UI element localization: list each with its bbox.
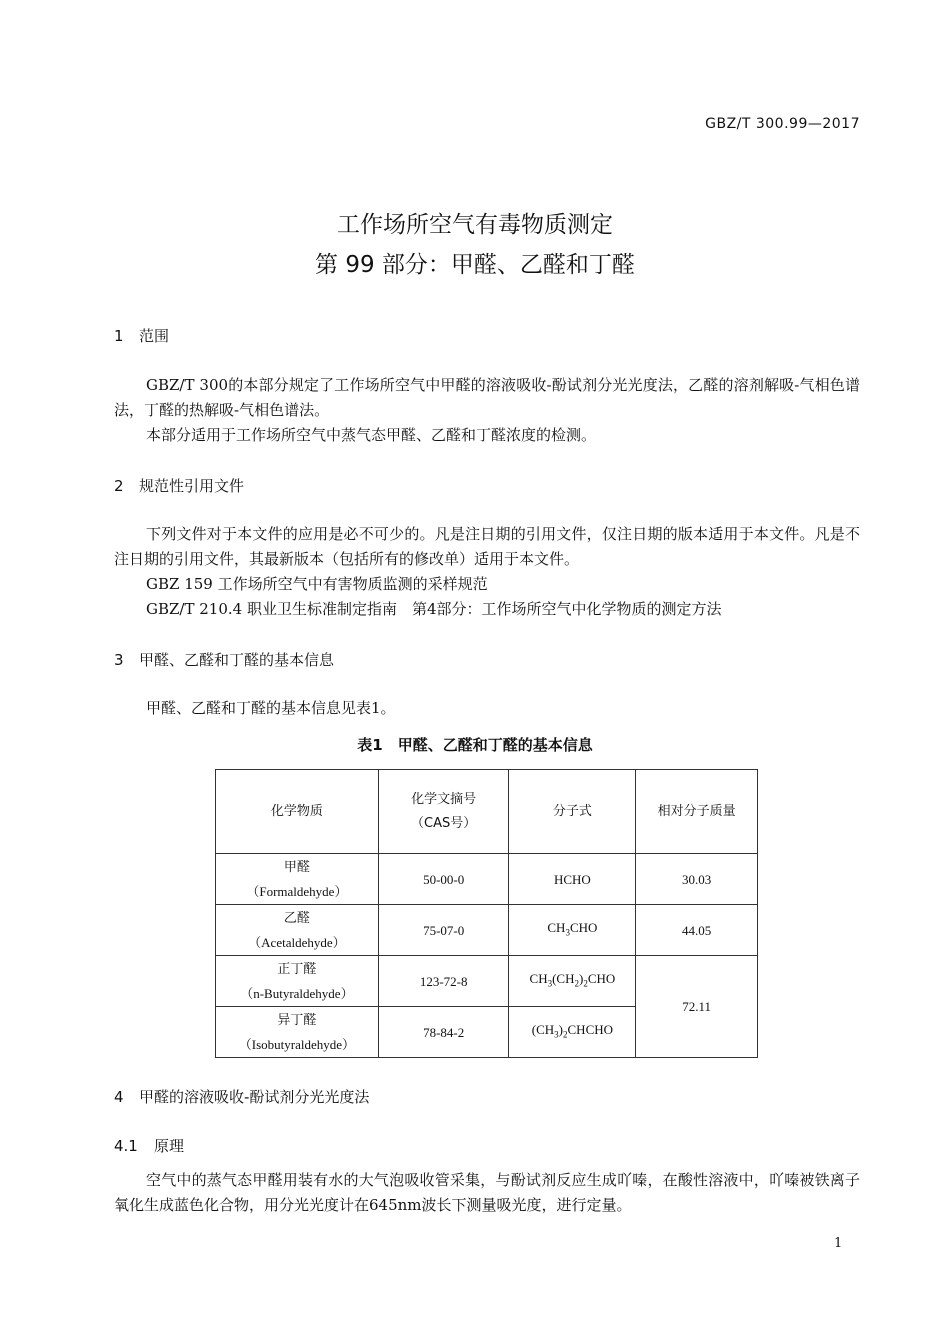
section-4-heading — [114, 1086, 369, 1107]
mass-cell: 72.11 — [636, 956, 758, 1058]
table-caption: 表1 甲醛、乙醛和丁醛的基本信息 — [357, 736, 593, 754]
section-title: 甲醛、乙醛和丁醛的基本信息 — [139, 651, 335, 669]
substance-cell — [216, 905, 379, 956]
section-number: 2 — [114, 477, 124, 495]
standard-code: GBZ/T 300.99—2017 — [705, 116, 860, 132]
cas-cell: 75-07-0 — [378, 905, 509, 956]
table-row — [216, 956, 758, 1007]
section-2-body — [114, 522, 860, 572]
substance-cn: 乙醛 — [283, 910, 310, 925]
header-substance: 化学物质 — [216, 770, 379, 854]
table-row — [216, 854, 758, 905]
section-title: 原理 — [154, 1137, 185, 1155]
substance-cn: 异丁醛 — [277, 1012, 317, 1027]
paragraph: GBZ/T 300的本部分规定了工作场所空气中甲醛的溶液吸收-酚试剂分光光度法，乙醛的溶剂解吸-气相色谱法，丁醛的热解吸-气相色谱法。 — [114, 376, 860, 419]
substance-cn: 正丁醛 — [277, 961, 317, 976]
substance-cell — [216, 1007, 379, 1058]
substance-cn: 甲醛 — [283, 859, 310, 874]
normative-reference-2: GBZ/T 210.4 职业卫生标准制定指南 第4部分：工作场所空气中化学物质的测定方法 — [146, 600, 722, 618]
section-2-heading — [114, 475, 244, 496]
section-number: 4 — [114, 1088, 124, 1106]
header-mass: 相对分子质量 — [636, 770, 758, 854]
mass-cell: 44.05 — [636, 905, 758, 956]
paragraph: 下列文件对于本文件的应用是必不可少的。凡是注日期的引用文件，仅注日期的版本适用于本文件。凡是不注日期的引用文件，其最新版本（包括所有的修改单）适用于本文件。 — [114, 525, 860, 568]
mass-cell: 30.03 — [636, 854, 758, 905]
section-number: 4.1 — [114, 1137, 138, 1155]
section-4-1-body — [114, 1168, 860, 1218]
page-title-line2: 第 99 部分：甲醛、乙醛和丁醛 — [315, 252, 635, 278]
section-number: 1 — [114, 327, 124, 345]
cas-cell: 78-84-2 — [378, 1007, 509, 1058]
substance-cell — [216, 854, 379, 905]
section-3-heading — [114, 649, 334, 670]
substance-en: （Isobutyraldehyde） — [238, 1037, 356, 1052]
section-1-body — [114, 373, 860, 448]
formula-cell: HCHO — [509, 854, 636, 905]
page-number: 1 — [834, 1236, 843, 1251]
section-title: 甲醛的溶液吸收-酚试剂分光光度法 — [139, 1088, 370, 1106]
substance-en: （Formaldehyde） — [246, 884, 348, 899]
substance-en: （Acetaldehyde） — [248, 935, 346, 950]
section-title: 范围 — [139, 327, 170, 345]
normative-reference-1: GBZ 159 工作场所空气中有害物质监测的采样规范 — [146, 575, 488, 593]
section-title: 规范性引用文件 — [139, 477, 245, 495]
section-3-body — [114, 696, 860, 721]
paragraph: 本部分适用于工作场所空气中蒸气态甲醛、乙醛和丁醛浓度的检测。 — [146, 426, 597, 444]
table-header-row — [216, 770, 758, 854]
header-cas-line1: 化学文摘号 — [411, 791, 477, 807]
basic-info-table — [215, 769, 758, 1058]
header-formula: 分子式 — [509, 770, 636, 854]
cas-cell: 123-72-8 — [378, 956, 509, 1007]
page-title-line1: 工作场所空气有毒物质测定 — [337, 212, 613, 238]
header-cas-line2: （CAS号） — [411, 815, 477, 831]
substance-en: （n-Butyraldehyde） — [240, 986, 354, 1001]
cas-cell: 50-00-0 — [378, 854, 509, 905]
substance-cell — [216, 956, 379, 1007]
section-number: 3 — [114, 651, 124, 669]
paragraph: 甲醛、乙醛和丁醛的基本信息见表1。 — [146, 699, 396, 717]
paragraph: 空气中的蒸气态甲醛用装有水的大气泡吸收管采集，与酚试剂反应生成吖嗪，在酸性溶液中，吖嗪被铁离子氧化生成蓝色化合物，用分光光度计在645nm波长下测量吸光度，进行定量。 — [114, 1171, 860, 1214]
formula-cell: $CH_3CHO$ — [509, 905, 636, 956]
table-row — [216, 905, 758, 956]
formula-cell: $(CH_3)_2CHCHO$ — [509, 1007, 636, 1058]
formula-cell: $CH_3(CH_2)_2CHO$ — [509, 956, 636, 1007]
header-cas — [378, 770, 509, 854]
section-1-heading — [114, 325, 169, 346]
section-4-1-heading — [114, 1135, 184, 1156]
